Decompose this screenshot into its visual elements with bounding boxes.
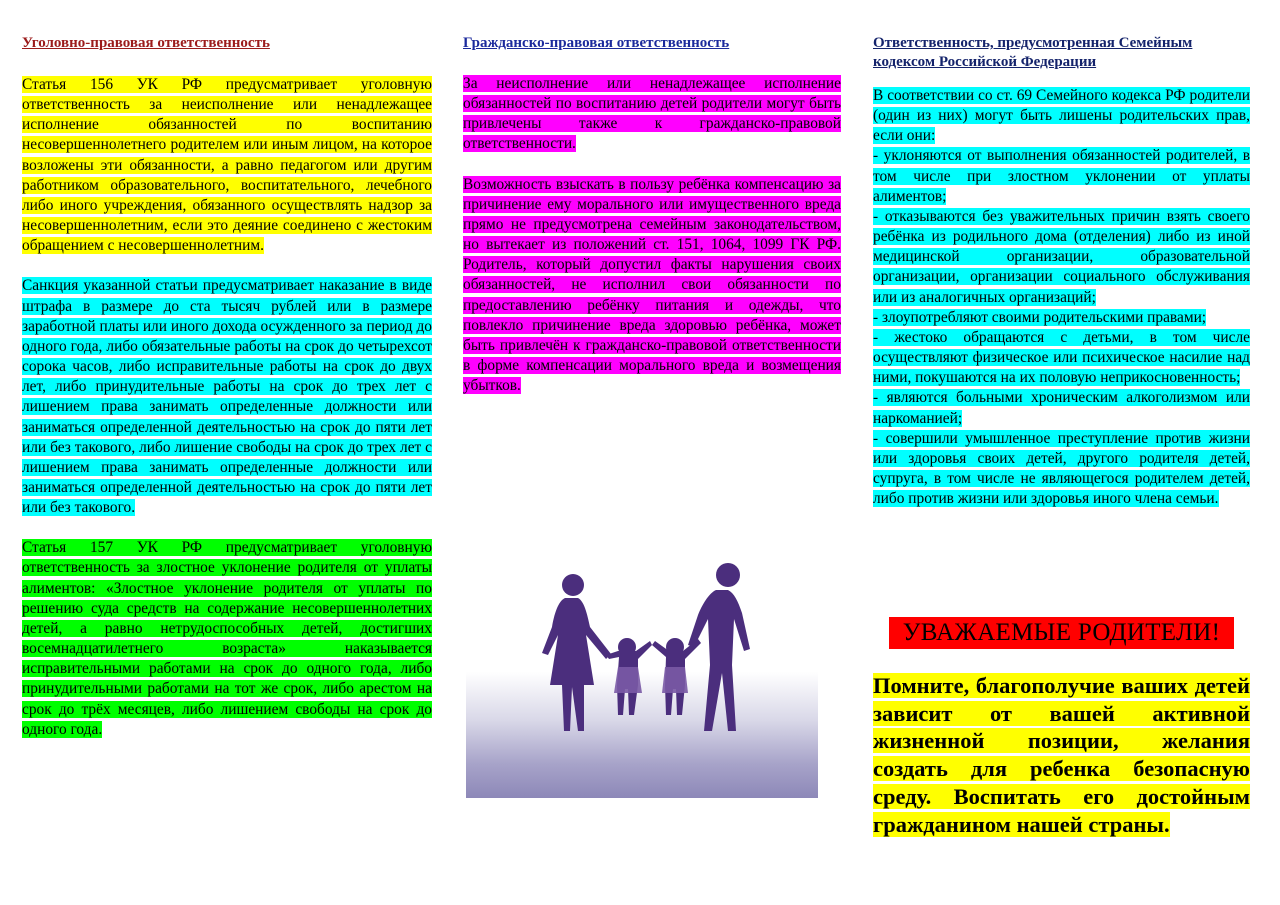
sanction-paragraph [22, 276, 432, 518]
grounds-item-text: - уклоняются от выполнения обязанностей родителей, в том числе при злостном уклонении от уплаты алиментов; [873, 147, 1250, 205]
sanction-text: Санкция указанной статьи предусматривает наказание в виде штрафа в размере до ста тысяч рублей или в размере заработной платы или иного дохода осужденного за период до одного года, либо обязательные работы на срок до четырехсот сорока часов, либо исправительные работы на срок до двух лет, либо принудительные работы на срок до трех лет с лишением права занимать определенные должности или заниматься определенной деятельностью на срок до пяти лет или без такового, либо лишение свободы на срок до трех лет с лишением права занимать определенные должности или заниматься определенной деятельностью на срок до пяти лет или без такового. [22, 277, 432, 517]
grounds-list-item [873, 328, 1250, 388]
grounds-list-item [873, 207, 1250, 308]
reminder-callout [873, 672, 1250, 838]
criminal-liability-heading: Уголовно-правовая ответственность [22, 35, 270, 51]
criminal-liability-column [22, 34, 432, 740]
family-code-heading: Ответственность, предусмотренная Семейным кодексом Российской Федерации [873, 35, 1193, 70]
grounds-list-item [873, 388, 1250, 428]
mother-body [542, 598, 611, 731]
civil-liability-column [463, 34, 841, 396]
grounds-list-item [873, 308, 1250, 328]
grounds-item-text: - совершили умышленное преступление против жизни или здоровья своих детей, другого родителя детей, супруга, в том числе не являющегося родителем детей, либо против жизни или здоровья иного члена семьи. [873, 429, 1250, 508]
grounds-list-item [873, 429, 1250, 510]
child-1-dress [614, 667, 642, 693]
family-code-column [873, 34, 1250, 509]
family-code-intro [873, 86, 1250, 146]
civil-liability-intro-paragraph [463, 74, 841, 155]
article-156-paragraph [22, 75, 432, 256]
father-head [716, 563, 740, 587]
grounds-item-text: - являются больными хроническим алкоголизмом или наркоманией; [873, 389, 1250, 427]
reminder-callout-text: Помните, благополучие ваших детей зависит от вашей активной жизненной позиции, желания создать для ребенка безопасную среду. Воспитать его достойным гражданином нашей страны. [873, 673, 1250, 837]
family-illustration [466, 555, 818, 798]
grounds-item-text: - жестоко обращаются с детьми, в том числе осуществляют физическое или психическое насилие над ними, покушаются на их половую неприкосновенность; [873, 328, 1250, 387]
family-code-intro-text: В соответствии со ст. 69 Семейного кодекса РФ родители (один из них) могут быть лишены родительских прав, если они: [873, 87, 1250, 145]
grounds-item-text: - отказываются без уважительных причин взять своего ребёнка из родильного дома (отделения) либо из иной медицинской организации, образовательной организации, организации социального обслуживания или из аналогичных организаций; [873, 207, 1250, 306]
civil-liability-heading: Гражданско-правовая ответственность [463, 35, 730, 51]
grounds-item-text: - злоупотребляют своими родительскими правами; [873, 308, 1207, 326]
compensation-text: Возможность взыскать в пользу ребёнка компенсацию за причинение ему морального или имущественного вреда прямо не предусмотрена семейным законодательством, но вытекает из положений ст. 151, 1064, 1099 ГК РФ. Родитель, который допустил факты нарушения своих обязанностей, не исполнил свои обязанности по предоставлению ребёнку питания и одежды, что повлекло причинение вреда здоровью ребёнка, может быть привлечён к гражданско-правовой ответственности в форме компенсации морального вреда и возмещения убытков. [463, 175, 841, 395]
grounds-list-item [873, 146, 1250, 206]
article-157-paragraph [22, 538, 432, 740]
child-2-dress [662, 667, 688, 693]
article-156-text: Статья 156 УК РФ предусматривает уголовную ответственность за неисполнение или ненадлежащее исполнение обязанностей по воспитанию несовершеннолетнего родителем или иным лицом, на которое возложены эти обязанности, а равно педагогом или другим работником образовательного, воспитательного, лечебного либо иного учреждения, обязанного осуществлять надзор за несовершеннолетним, если это деяние соединено с жестоким обращением с несовершеннолетним. [22, 76, 432, 255]
civil-liability-intro-text: За неисполнение или ненадлежащее исполнение обязанностей по воспитанию детей родители могут быть привлечены также к гражданско-правовой ответственности. [463, 75, 841, 153]
mother-head [562, 574, 584, 596]
article-157-text: Статья 157 УК РФ предусматривает уголовную ответственность за злостное уклонение родителя от уплаты алиментов: «Злостное уклонение родителя от уплаты по решению суда средств на содержание несовершеннолетних детей, а равно нетрудоспособных детей, достигших восемнадцатилетнего возраста» наказывается исправительными работами на срок до одного года, либо принудительными работами на тот же срок, либо арестом на срок до трёх месяцев, либо лишением свободы на срок до одного года. [22, 539, 432, 738]
dear-parents-banner: УВАЖАЕМЫЕ РОДИТЕЛИ! [889, 617, 1234, 649]
family-silhouette-icon [466, 555, 818, 798]
father-body [688, 590, 750, 731]
compensation-paragraph [463, 175, 841, 397]
